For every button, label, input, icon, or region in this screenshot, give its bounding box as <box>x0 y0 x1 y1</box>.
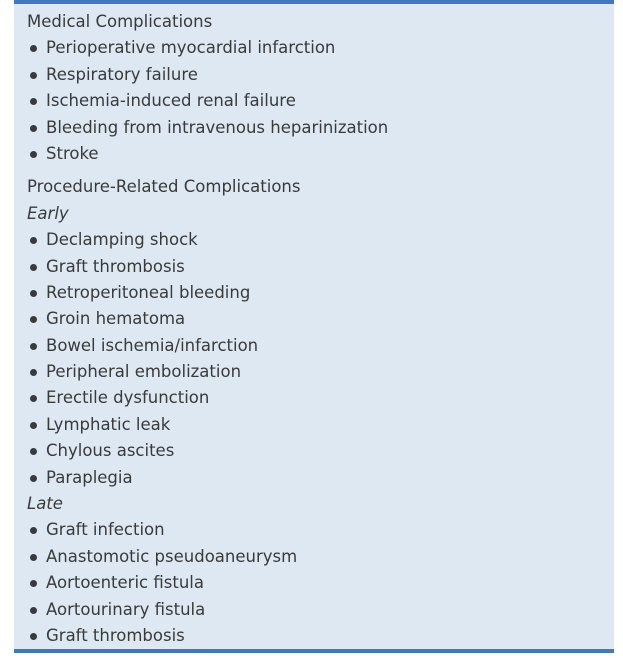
bullet-icon <box>30 369 37 376</box>
top-rule <box>14 0 614 4</box>
list-item <box>27 623 604 649</box>
complications-content <box>27 9 604 649</box>
bullet-icon <box>30 554 37 561</box>
list-item <box>27 62 604 88</box>
bullet-icon <box>30 98 37 105</box>
list-item <box>27 438 604 464</box>
list-item <box>27 115 604 141</box>
list-item-text: Graft infection <box>46 520 165 540</box>
list-item-text: Respiratory failure <box>46 64 198 84</box>
list-item-text: Bowel ischemia/infarction <box>46 335 259 355</box>
list-item <box>27 517 604 543</box>
bullet-icon <box>30 237 37 244</box>
list-item-text: Aortourinary fistula <box>46 599 206 619</box>
list-item-text: Paraplegia <box>46 467 133 487</box>
list-item-text: Perioperative myocardial infarction <box>46 38 336 58</box>
list-item <box>27 570 604 596</box>
list-item <box>27 254 604 280</box>
list-item <box>27 141 604 167</box>
list-item <box>27 412 604 438</box>
list-item-text: Chylous ascites <box>46 441 175 461</box>
list-item <box>27 385 604 411</box>
list-item-text: Retroperitoneal bleeding <box>46 282 251 302</box>
bullet-icon <box>30 316 37 323</box>
list-item-text: Anastomotic pseudoaneurysm <box>46 546 298 566</box>
list-item <box>27 465 604 491</box>
list-item-text: Lymphatic leak <box>46 414 171 434</box>
bottom-rule <box>14 649 614 653</box>
list-item <box>27 359 604 385</box>
list-item-text: Declamping shock <box>46 230 198 250</box>
bullet-icon <box>30 72 37 79</box>
list-item-text: Stroke <box>46 143 99 163</box>
bullet-icon <box>30 151 37 158</box>
list-item <box>27 88 604 114</box>
bullet-icon <box>30 633 37 640</box>
medical-complications-list <box>27 35 604 167</box>
bullet-icon <box>30 475 37 482</box>
list-item-text: Ischemia-induced renal failure <box>46 91 296 111</box>
early-subheading: Early <box>27 203 69 223</box>
list-item <box>27 35 604 61</box>
medical-complications-heading: Medical Complications <box>27 12 213 31</box>
early-complications-list <box>27 227 604 491</box>
list-item-text: Graft thrombosis <box>46 625 185 645</box>
bullet-icon <box>30 395 37 402</box>
list-item <box>27 333 604 359</box>
bullet-icon <box>30 45 37 52</box>
list-item <box>27 227 604 253</box>
bullet-icon <box>30 290 37 297</box>
late-subheading: Late <box>27 494 63 514</box>
bullet-icon <box>30 125 37 132</box>
bullet-icon <box>30 448 37 455</box>
list-item-text: Peripheral embolization <box>46 362 242 382</box>
list-item-text: Bleeding from intravenous heparinization <box>46 117 389 137</box>
list-item-text: Erectile dysfunction <box>46 388 210 408</box>
list-item <box>27 280 604 306</box>
list-item-text: Aortoenteric fistula <box>46 573 204 593</box>
complications-box <box>14 0 614 653</box>
bullet-icon <box>30 527 37 534</box>
list-item-text: Groin hematoma <box>46 309 186 329</box>
late-complications-list <box>27 517 604 649</box>
bullet-icon <box>30 343 37 350</box>
list-item-text: Graft thrombosis <box>46 256 185 276</box>
bullet-icon <box>30 422 37 429</box>
list-item <box>27 544 604 570</box>
list-item <box>27 306 604 332</box>
bullet-icon <box>30 580 37 587</box>
bullet-icon <box>30 607 37 614</box>
procedure-complications-heading: Procedure-Related Complications <box>27 177 301 197</box>
list-item <box>27 597 604 623</box>
bullet-icon <box>30 264 37 271</box>
